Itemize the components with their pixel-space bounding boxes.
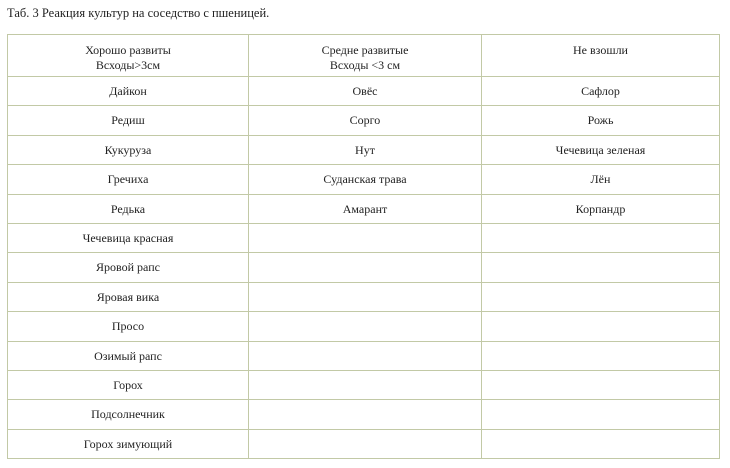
header-well-developed-subtitle: Всходы>3см bbox=[95, 58, 161, 72]
cell-well: Кукуруза bbox=[8, 135, 249, 164]
cell-none bbox=[482, 370, 720, 399]
table-row bbox=[8, 370, 720, 399]
cell-medium bbox=[249, 223, 482, 252]
table-row bbox=[8, 429, 720, 458]
table-row bbox=[8, 400, 720, 429]
table-row bbox=[8, 253, 720, 282]
table-row bbox=[8, 341, 720, 370]
cell-well: Яровой рапс bbox=[8, 253, 249, 282]
cell-well: Горох зимующий bbox=[8, 429, 249, 458]
table-row bbox=[8, 312, 720, 341]
cell-well: Гречиха bbox=[8, 165, 249, 194]
cell-medium: Нут bbox=[249, 135, 482, 164]
cell-medium: Суданская трава bbox=[249, 165, 482, 194]
header-well-developed bbox=[8, 35, 249, 77]
header-medium-developed-title: Средне развитые bbox=[321, 43, 409, 57]
table-row bbox=[8, 135, 720, 164]
cell-medium bbox=[249, 282, 482, 311]
cell-well: Редька bbox=[8, 194, 249, 223]
table-row bbox=[8, 282, 720, 311]
cell-medium bbox=[249, 370, 482, 399]
cell-well: Яровая вика bbox=[8, 282, 249, 311]
cell-medium bbox=[249, 253, 482, 282]
header-not-sprouted-title: Не взошли bbox=[573, 43, 628, 57]
cell-medium: Овёс bbox=[249, 77, 482, 106]
cell-none: Рожь bbox=[482, 106, 720, 135]
header-not-sprouted bbox=[482, 35, 720, 77]
cell-none bbox=[482, 312, 720, 341]
table-row bbox=[8, 223, 720, 252]
cell-none bbox=[482, 253, 720, 282]
cell-medium bbox=[249, 341, 482, 370]
cell-none bbox=[482, 341, 720, 370]
cell-well: Просо bbox=[8, 312, 249, 341]
cell-medium: Сорго bbox=[249, 106, 482, 135]
cell-none bbox=[482, 429, 720, 458]
cell-medium bbox=[249, 429, 482, 458]
header-medium-developed bbox=[249, 35, 482, 77]
cell-none: Корпандр bbox=[482, 194, 720, 223]
header-medium-developed-subtitle: Всходы <3 см bbox=[329, 58, 401, 72]
cell-well: Дайкон bbox=[8, 77, 249, 106]
cell-medium: Амарант bbox=[249, 194, 482, 223]
cell-well: Озимый рапс bbox=[8, 341, 249, 370]
cell-well: Редиш bbox=[8, 106, 249, 135]
table-row bbox=[8, 77, 720, 106]
cell-none: Чечевица зеленая bbox=[482, 135, 720, 164]
header-well-developed-title: Хорошо развиты bbox=[85, 43, 171, 57]
cell-well: Чечевица красная bbox=[8, 223, 249, 252]
table-row bbox=[8, 106, 720, 135]
cell-none bbox=[482, 223, 720, 252]
table-header-row bbox=[8, 35, 720, 77]
cell-none bbox=[482, 282, 720, 311]
cell-none: Сафлор bbox=[482, 77, 720, 106]
crop-reaction-table bbox=[7, 34, 720, 459]
cell-none: Лён bbox=[482, 165, 720, 194]
table-caption: Таб. 3 Реакция культур на соседство с пшеницей. bbox=[7, 6, 270, 20]
table-row bbox=[8, 165, 720, 194]
cell-none bbox=[482, 400, 720, 429]
cell-well: Подсолнечник bbox=[8, 400, 249, 429]
cell-medium bbox=[249, 312, 482, 341]
cell-medium bbox=[249, 400, 482, 429]
table-row bbox=[8, 194, 720, 223]
cell-well: Горох bbox=[8, 370, 249, 399]
